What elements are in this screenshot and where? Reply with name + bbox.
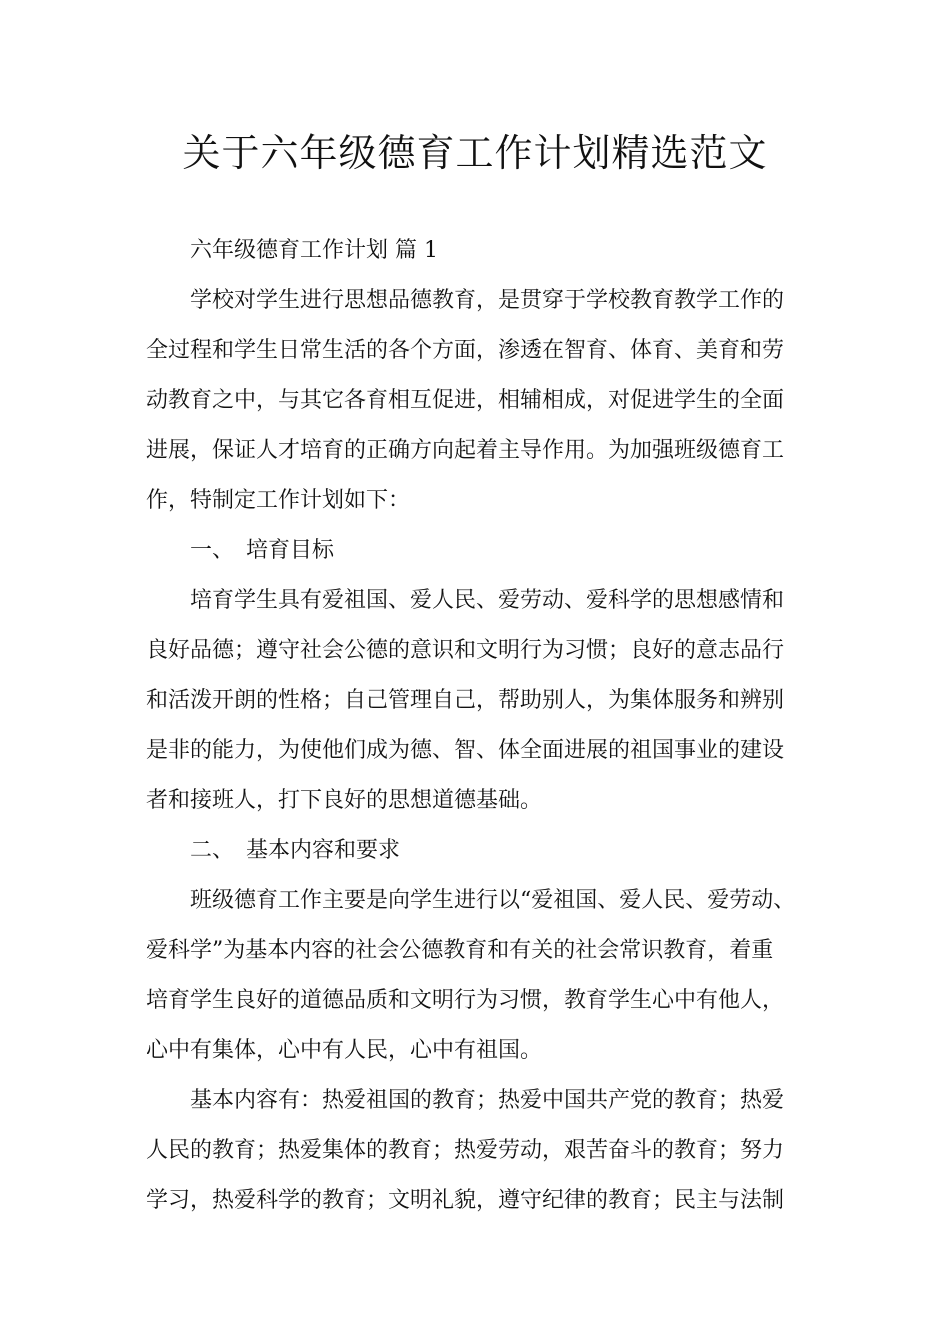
paragraph-line: 良好品德；遵守社会公德的意识和文明行为习惯；良好的意志品行 bbox=[146, 638, 785, 663]
document-body bbox=[146, 226, 814, 1226]
paragraph-line: 学习，热爱科学的教育；文明礼貌，遵守纪律的教育；民主与法制 bbox=[146, 1188, 785, 1213]
paragraph-line: 培育学生良好的道德品质和文明行为习惯，教育学生心中有他人， bbox=[146, 988, 785, 1013]
section-heading-number: 一、 bbox=[190, 538, 235, 563]
paragraph-line: 基本内容有：热爱祖国的教育；热爱中国共产党的教育；热爱 bbox=[190, 1088, 785, 1113]
paragraph-line: 人民的教育；热爱集体的教育；热爱劳动，艰苦奋斗的教育；努力 bbox=[146, 1138, 785, 1163]
paragraph-line: 班级德育工作主要是向学生进行以“爱祖国、爱人民、爱劳动、 bbox=[190, 888, 796, 913]
paragraph-line: 者和接班人，打下良好的思想道德基础。 bbox=[146, 788, 543, 813]
paragraph-line: 是非的能力，为使他们成为德、智、体全面进展的祖国事业的建设 bbox=[146, 738, 785, 763]
section-heading-2 bbox=[146, 826, 814, 876]
paragraph-line: 全过程和学生日常生活的各个方面，渗透在智育、体育、美育和劳 bbox=[146, 338, 785, 363]
section-heading-number: 二、 bbox=[190, 838, 235, 863]
paragraph-line: 学校对学生进行思想品德教育，是贯穿于学校教育教学工作的 bbox=[190, 288, 785, 313]
section-heading-1 bbox=[146, 526, 814, 576]
paragraph-line: 动教育之中，与其它各育相互促进，相辅相成，对促进学生的全面 bbox=[146, 388, 785, 413]
document-title: 关于六年级德育工作计划精选范文 bbox=[182, 131, 768, 175]
section-heading-label: 培育目标 bbox=[246, 538, 335, 563]
paragraph-line: 培育学生具有爱祖国、爱人民、爱劳动、爱科学的思想感情和 bbox=[190, 588, 785, 613]
section-subtitle: 六年级德育工作计划 篇 1 bbox=[190, 238, 438, 263]
section-heading-label: 基本内容和要求 bbox=[246, 838, 401, 863]
paragraph-line: 作，特制定工作计划如下： bbox=[146, 488, 411, 513]
paragraph-line: 爱科学”为基本内容的社会公德教育和有关的社会常识教育，着重 bbox=[146, 938, 774, 963]
paragraph-line: 进展，保证人才培育的正确方向起着主导作用。为加强班级德育工 bbox=[146, 438, 785, 463]
paragraph-line: 心中有集体，心中有人民，心中有祖国。 bbox=[146, 1038, 543, 1063]
paragraph-line: 和活泼开朗的性格；自己管理自己，帮助别人，为集体服务和辨别 bbox=[146, 688, 785, 713]
